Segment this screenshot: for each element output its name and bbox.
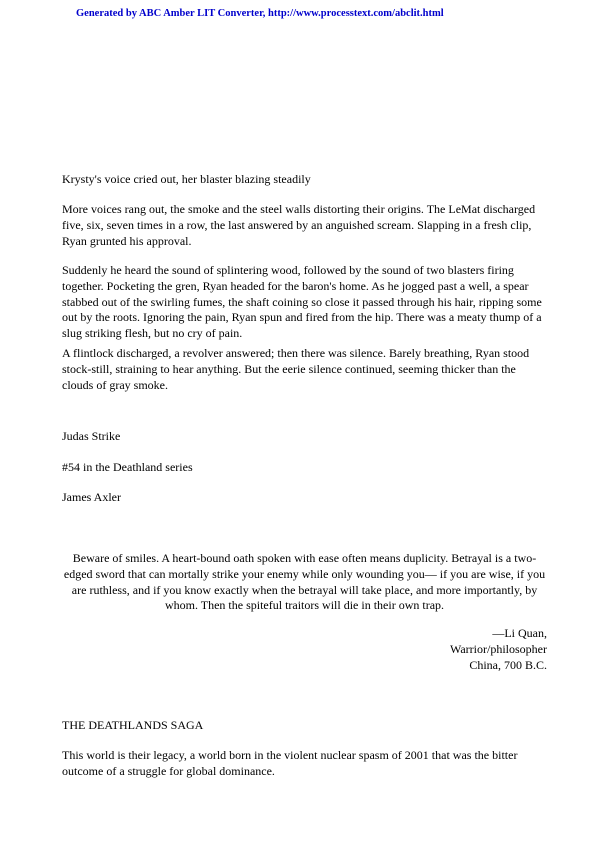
saga-heading: THE DEATHLANDS SAGA — [62, 718, 204, 732]
story-paragraph-2: More voices rang out, the smoke and the steel walls distorting their origins. The LeMat discharged five, six, seven times in a row, the last answered by an anguished scream. Slapping in a fresh clip, Ryan grunted his approval. — [62, 202, 536, 248]
story-paragraph-1: Krysty's voice cried out, her blaster blazing steadily — [62, 172, 311, 186]
book-title: Judas Strike — [62, 429, 121, 443]
converter-header[interactable]: Generated by ABC Amber LIT Converter, http://www.processtext.com/abclit.html — [76, 8, 444, 19]
saga-paragraph-1: This world is their legacy, a world born in the violent nuclear spasm of 2001 that was the bitter outcome of a struggle for global dominance. — [62, 748, 518, 778]
book-series: #54 in the Deathland series — [62, 460, 193, 474]
book-author: James Axler — [62, 490, 121, 504]
epigraph-attribution — [62, 626, 547, 673]
attribution-place: China, 700 B.C. — [469, 657, 547, 672]
epigraph-quote: Beware of smiles. A heart-bound oath spoken with ease often means duplicity. Betrayal is a two-edged sword that can mortally strike your enemy while only wounding you— if you are wise, if you are ruthless, and if you know exactly when the betrayal will take place, and more importantly, by whom. Then the spiteful traitors will die in their own trap. — [63, 551, 546, 613]
attribution-role: Warrior/philosopher — [449, 641, 547, 656]
story-paragraph-4: A flintlock discharged, a revolver answered; then there was silence. Barely breathing, Ryan stood stock-still, straining to hear anything. But the eerie silence continued, seeming thicker than the clouds of gray smoke. — [62, 346, 530, 392]
attribution-name: —Li Quan, — [492, 626, 547, 640]
story-paragraph-3: Suddenly he heard the sound of splintering wood, followed by the sound of two blasters firing together. Pocketing the gren, Ryan headed for the baron's home. As he jogged past a well, a spear stabbed out of the swirling fumes, the shaft coining so close it passed through his hair, ripping some out by the roots. Ignoring the pain, Ryan spun and fired from the hip. There was a meaty thump of a slug striking flesh, but no cry of pain. — [62, 263, 542, 341]
